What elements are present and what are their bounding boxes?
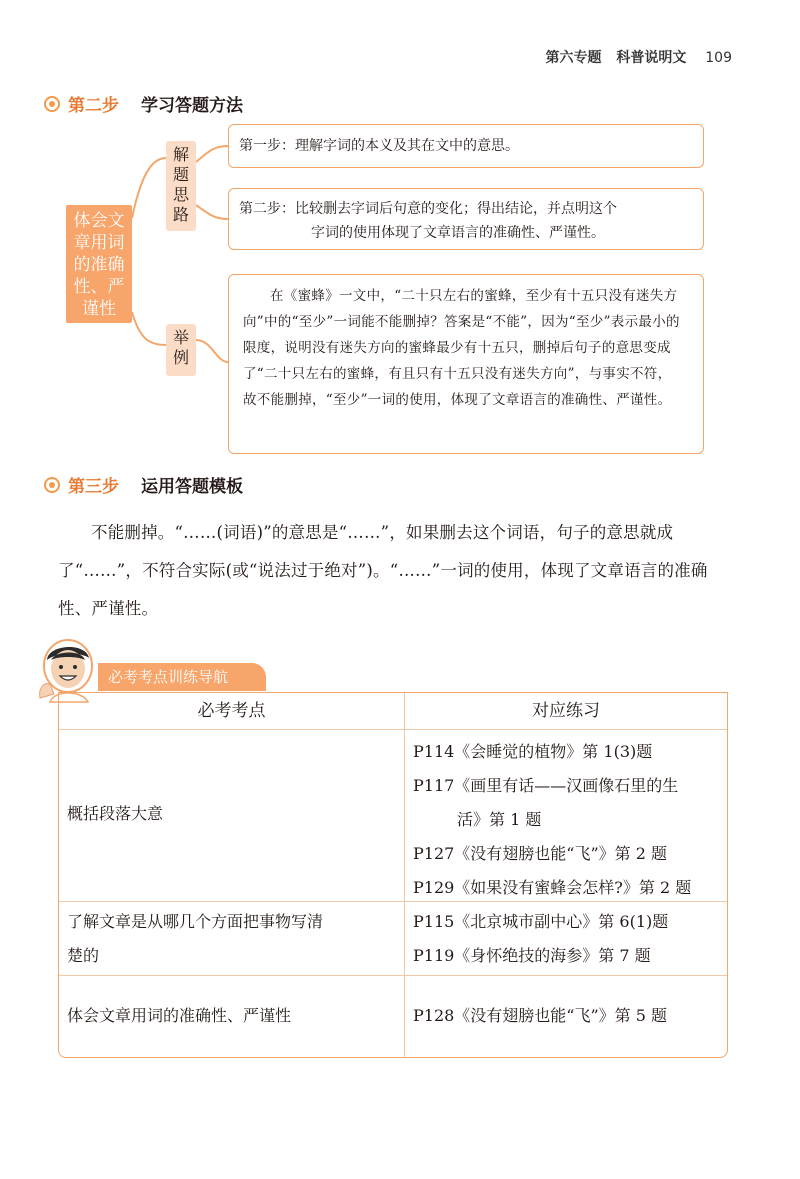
step3-number: 第三步 bbox=[68, 477, 119, 497]
center-line: 体会文 bbox=[73, 211, 125, 231]
col-header-point: 必考考点 bbox=[59, 693, 405, 729]
example-box bbox=[228, 274, 704, 454]
connector-b2 bbox=[196, 340, 228, 362]
label-char: 思 bbox=[172, 185, 189, 204]
exercise-item: P114《会睡觉的植物》第 1(3)题 bbox=[413, 742, 653, 761]
center-line: 章用词 bbox=[73, 233, 125, 253]
idea-step2-box bbox=[228, 188, 704, 250]
label-char: 举 bbox=[172, 328, 189, 347]
idea-step2-line1: 第二步：比较删去字词后句意的变化；得出结论，并点明这个 bbox=[239, 201, 617, 217]
col-header-exercise: 对应练习 bbox=[532, 701, 600, 721]
label-char: 解 bbox=[172, 145, 189, 164]
idea-step2-line2: 字词的使用体现了文章语言的准确性、严谨性。 bbox=[311, 225, 605, 241]
idea-step1-box bbox=[228, 124, 704, 168]
page-number: 109 bbox=[705, 50, 732, 66]
step2-number: 第二步 bbox=[68, 96, 119, 116]
center-line: 性、严 bbox=[73, 277, 125, 297]
guide-table bbox=[58, 692, 728, 1058]
table-row bbox=[59, 901, 727, 976]
branch-label-example bbox=[166, 324, 196, 376]
branch-label-solution-ideas bbox=[166, 141, 196, 231]
step2-title: 学习答题方法 bbox=[141, 96, 243, 116]
point-text: 楚的 bbox=[67, 946, 100, 965]
exercise-cell bbox=[405, 729, 727, 901]
connector-b1-bottom bbox=[196, 205, 228, 219]
exercise-item: P127《没有翅膀也能“飞”》第 2 题 bbox=[413, 844, 668, 863]
point-cell bbox=[59, 975, 405, 1057]
exercise-item: P129《如果没有蜜蜂会怎样?》第 2 题 bbox=[413, 878, 692, 897]
exercise-cell bbox=[405, 901, 727, 975]
guide-banner: 必考考点训练导航 bbox=[98, 663, 266, 691]
connector-b1-top bbox=[196, 146, 228, 162]
exercise-item: 活》第 1 题 bbox=[457, 810, 542, 829]
step3-heading bbox=[44, 472, 243, 497]
exercise-item: P115《北京城市副中心》第 6(1)题 bbox=[413, 912, 669, 931]
topic-label: 科普说明文 bbox=[616, 50, 687, 66]
table-row bbox=[59, 729, 727, 902]
center-line: 的准确 bbox=[73, 255, 125, 275]
table-header-row bbox=[59, 693, 727, 730]
label-char: 路 bbox=[172, 205, 189, 224]
idea-step1-text: 第一步：理解字词的本义及其在文中的意思。 bbox=[239, 138, 519, 154]
label-char: 题 bbox=[172, 165, 189, 184]
point-cell bbox=[59, 901, 405, 975]
point-cell bbox=[59, 729, 405, 901]
point-text: 概括段落大意 bbox=[67, 804, 164, 823]
step3-title: 运用答题模板 bbox=[141, 477, 243, 497]
exercise-item: P119《身怀绝技的海参》第 7 题 bbox=[413, 946, 651, 965]
bullet-ring-icon bbox=[44, 477, 60, 493]
point-text: 体会文章用词的准确性、严谨性 bbox=[67, 1006, 292, 1025]
point-text: 了解文章是从哪几个方面把事物写清 bbox=[67, 912, 324, 931]
exercise-item: P128《没有翅膀也能“飞”》第 5 题 bbox=[413, 1006, 668, 1025]
answer-template bbox=[58, 514, 718, 628]
example-text: 在《蜜蜂》一文中，“二十只左右的蜜蜂，至少有十五只没有迷失方向”中的“至少”一词能不能删掉？答案是“不能”，因为“至少”表示最小的限度，说明没有迷失方向的蜜蜂最少有十五只，删掉后句子的意思变成了“二十只左右的蜜蜂，有且只有十五只没有迷失方向”，与事实不符，故不能删掉，“至少”一词的使用，体现了文章语言的准确性、严谨性。 bbox=[243, 288, 680, 408]
exercise-cell bbox=[405, 975, 727, 1057]
connector-center-bottom bbox=[132, 312, 166, 345]
answer-template-text: 不能删掉。“……(词语)”的意思是“……”，如果删去这个词语，句子的意思就成了“……”，不符合实际(或“说法过于绝对”)。“……”一词的使用，体现了文章语言的准确性、严谨性。 bbox=[58, 523, 708, 618]
section-label: 第六专题 bbox=[545, 50, 602, 66]
center-line: 谨性 bbox=[82, 299, 116, 319]
connector-center-top bbox=[132, 158, 166, 218]
mindmap-center-node bbox=[66, 205, 132, 323]
label-char: 例 bbox=[172, 348, 189, 367]
table-row bbox=[59, 975, 727, 1057]
exercise-item: P117《画里有话——汉画像石里的生 bbox=[413, 776, 679, 795]
